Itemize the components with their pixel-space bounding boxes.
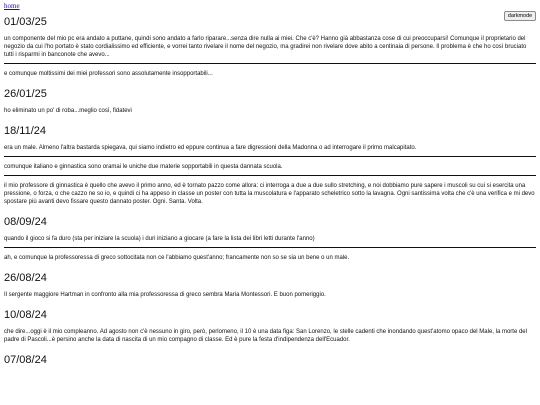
entry-date: 26/08/24 <box>4 272 47 284</box>
post-text: comunque italiano e ginnastica sono oramai le uniche due materie sopportabili in questa dannata scuola. <box>4 163 536 176</box>
home-link[interactable]: home <box>4 2 20 10</box>
entry-date: 18/11/24 <box>4 125 47 137</box>
darkmode-button[interactable]: darkmode <box>504 11 536 21</box>
post-text: che dire...oggi è il mio compleanno. Ad agosto non c'è nessuno in giro, però, perlomeno, il 10 è una data figa: San Lorenzo, le stelle cadenti che inondando quest'atomo opaco del Male, la morte del padre di Pascoli...è persino anche la data di nascita di un mio compagno di classe. Ed è pure la festa d'indipendenza dell'Ecuador. <box>4 329 527 343</box>
post-text: ah, e comunque la professoressa di greco sottocitata non ce l'abbiamo quest'anno; francamente non so se sia un bene o un male. <box>4 255 350 261</box>
entry-date: 10/08/24 <box>4 309 47 321</box>
post-text: quando il gioco si fa duro (sta per iniziare la scuola) i duri iniziano a giocare (a fare la lista dei libri letti durante l'anno) <box>4 235 536 248</box>
entry-date: 26/01/25 <box>4 88 47 100</box>
post-text: un componente del mio pc era andato a puttane, quindi sono andato a farlo riparare...senza dire nulla ai miei. Che c'è? Hanno già abbastanza cose di cui preoccuparsi! Comunque il proprietario del negozio da cui l'ho portato è stato cordialissimo ed efficiente, e vorrei tanto rivelare il nome del negozio, ma gradirei non rivelare dove abito a centinaia di persone. Il problema è che ho così bruciato tutti i risparmi in banconote che avevo... <box>4 35 536 64</box>
entry-date: 01/03/25 <box>4 16 47 28</box>
post-text: Il sergente maggiore Hartman in confronto alla mia professoressa di greco sembra Maria Montessori. E buon pomeriggio. <box>4 292 326 298</box>
post-text: era un male. Almeno l'altra bastarda spiegava, qui siamo indietro ed eppure continua a fare digressioni della Madonna o ad interrogare il primo malcapitato. <box>4 144 536 157</box>
post-text: ho eliminato un po' di roba...meglio così, fidatevi <box>4 108 132 114</box>
blog-content <box>4 16 536 373</box>
entry-date: 08/09/24 <box>4 216 47 228</box>
post-text: il mio professore di ginnastica è quello che avevo il primo anno, ed è tornato pazzo come allora: ci interroga a due a due sullo stretching, e noi dobbiamo pure sapere i muscoli su cui si esercita una pressione, o forza, o che cazzo ne so io, e quindi ci ha appeso in classe un poster con tutta la muscolatura e l'apparato scheletrico sotto la lavagna. Ogni santissima volta che c'è una verifica e mi devo spostare più avanti devo fissare questo dannato poster. Ogni. Santa. Volta. <box>4 183 535 205</box>
post-text: e comunque moltissimi dei miei professori sono assolutamente insopportabili... <box>4 71 213 77</box>
entry-date: 07/08/24 <box>4 354 47 366</box>
